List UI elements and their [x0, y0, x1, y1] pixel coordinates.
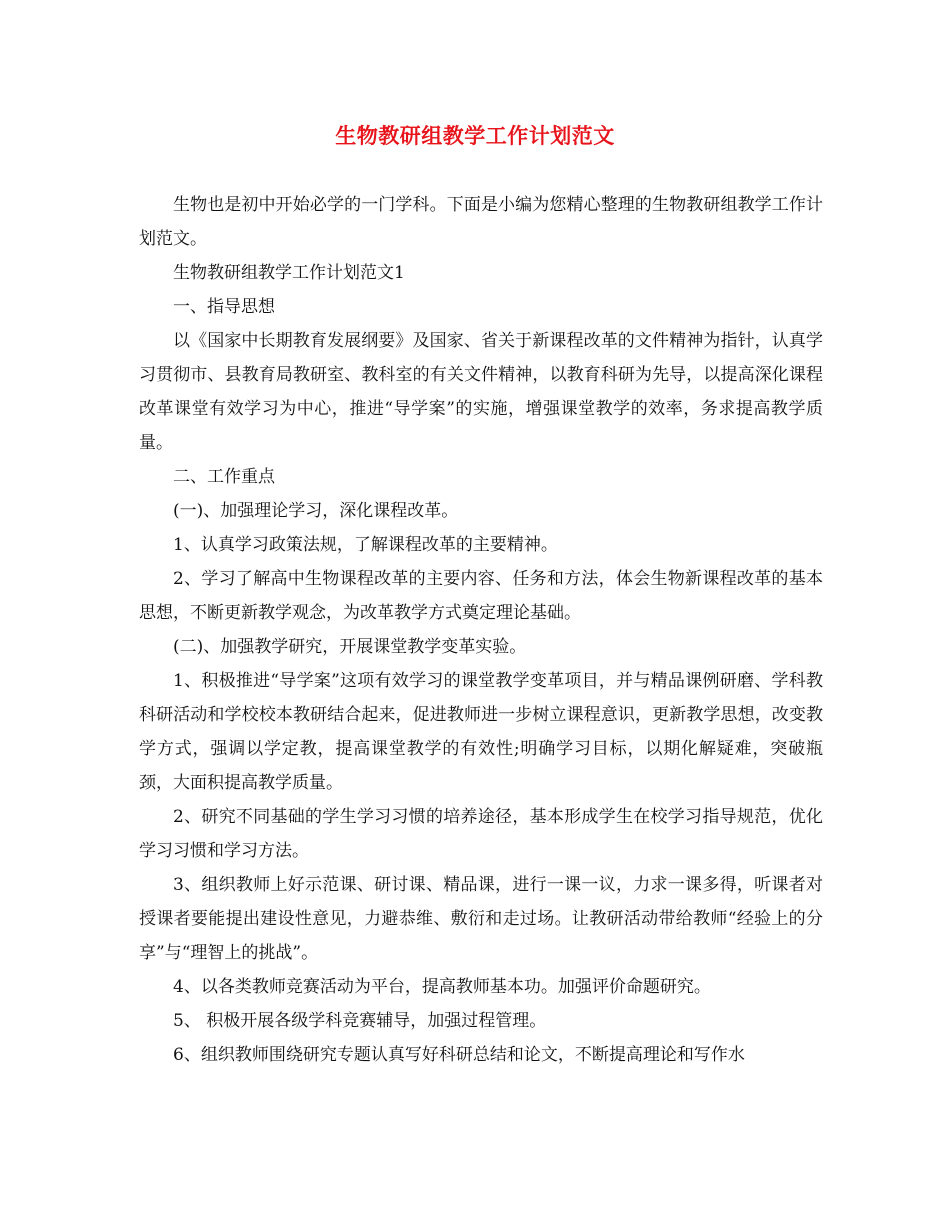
- list-item: 2、研究不同基础的学生学习习惯的培养途径，基本形成学生在校学习指导规范，优化学习习惯和学习方法。: [139, 807, 823, 861]
- paragraph-intro: 生物也是初中开始必学的一门学科。下面是小编为您精心整理的生物教研组教学工作计划范文。: [139, 195, 823, 249]
- list-item: 6、组织教师围绕研究专题认真写好科研总结和论文，不断提高理论和写作水: [173, 1045, 745, 1065]
- list-item: 2、学习了解高中生物课程改革的主要内容、任务和方法，体会生物新课程改革的基本思想，不断更新教学观念，为改革教学方式奠定理论基础。: [139, 569, 823, 623]
- list-item: 1、认真学习政策法规，了解课程改革的主要精神。: [173, 535, 558, 555]
- subsection-heading-theory: (一)、加强理论学习，深化课程改革。: [173, 501, 459, 521]
- list-item: 4、以各类教师竞赛活动为平台，提高教师基本功。加强评价命题研究。: [173, 977, 711, 997]
- document-title: 生物教研组教学工作计划范文: [335, 123, 615, 148]
- section-heading-guiding-ideology: 一、指导思想: [173, 297, 275, 317]
- section-heading-work-focus: 二、工作重点: [173, 467, 275, 487]
- paragraph-guiding-ideology: 以《国家中长期教育发展纲要》及国家、省关于新课程改革的文件精神为指针，认真学习贯彻市、县教育局教研室、教科室的有关文件精神，以教育科研为先导，以提高深化课程改革课堂有效学习为中心，推进“导学案”的实施，增强课堂教学的效率，务求提高教学质量。: [139, 331, 823, 453]
- list-item: 3、组织教师上好示范课、研讨课、精品课，进行一课一议，力求一课多得，听课者对授课者要能提出建设性意见，力避恭维、敷衍和走过场。让教研活动带给教师“经验上的分享”与“理智上的挑战”。: [139, 875, 823, 963]
- document-body: [139, 188, 823, 1072]
- paragraph-subtitle: 生物教研组教学工作计划范文1: [173, 263, 405, 283]
- list-item: 5、 积极开展各级学科竞赛辅导，加强过程管理。: [173, 1011, 547, 1031]
- subsection-heading-research: (二)、加强教学研究，开展课堂教学变革实验。: [173, 637, 527, 657]
- list-item: 1、积极推进“导学案”这项有效学习的课堂教学变革项目，并与精品课例研磨、学科教科研活动和学校校本教研结合起来，促进教师进一步树立课程意识，更新教学思想，改变教学方式，强调以学定教，提高课堂教学的有效性;明确学习目标，以期化解疑难，突破瓶颈，大面积提高教学质量。: [139, 671, 823, 793]
